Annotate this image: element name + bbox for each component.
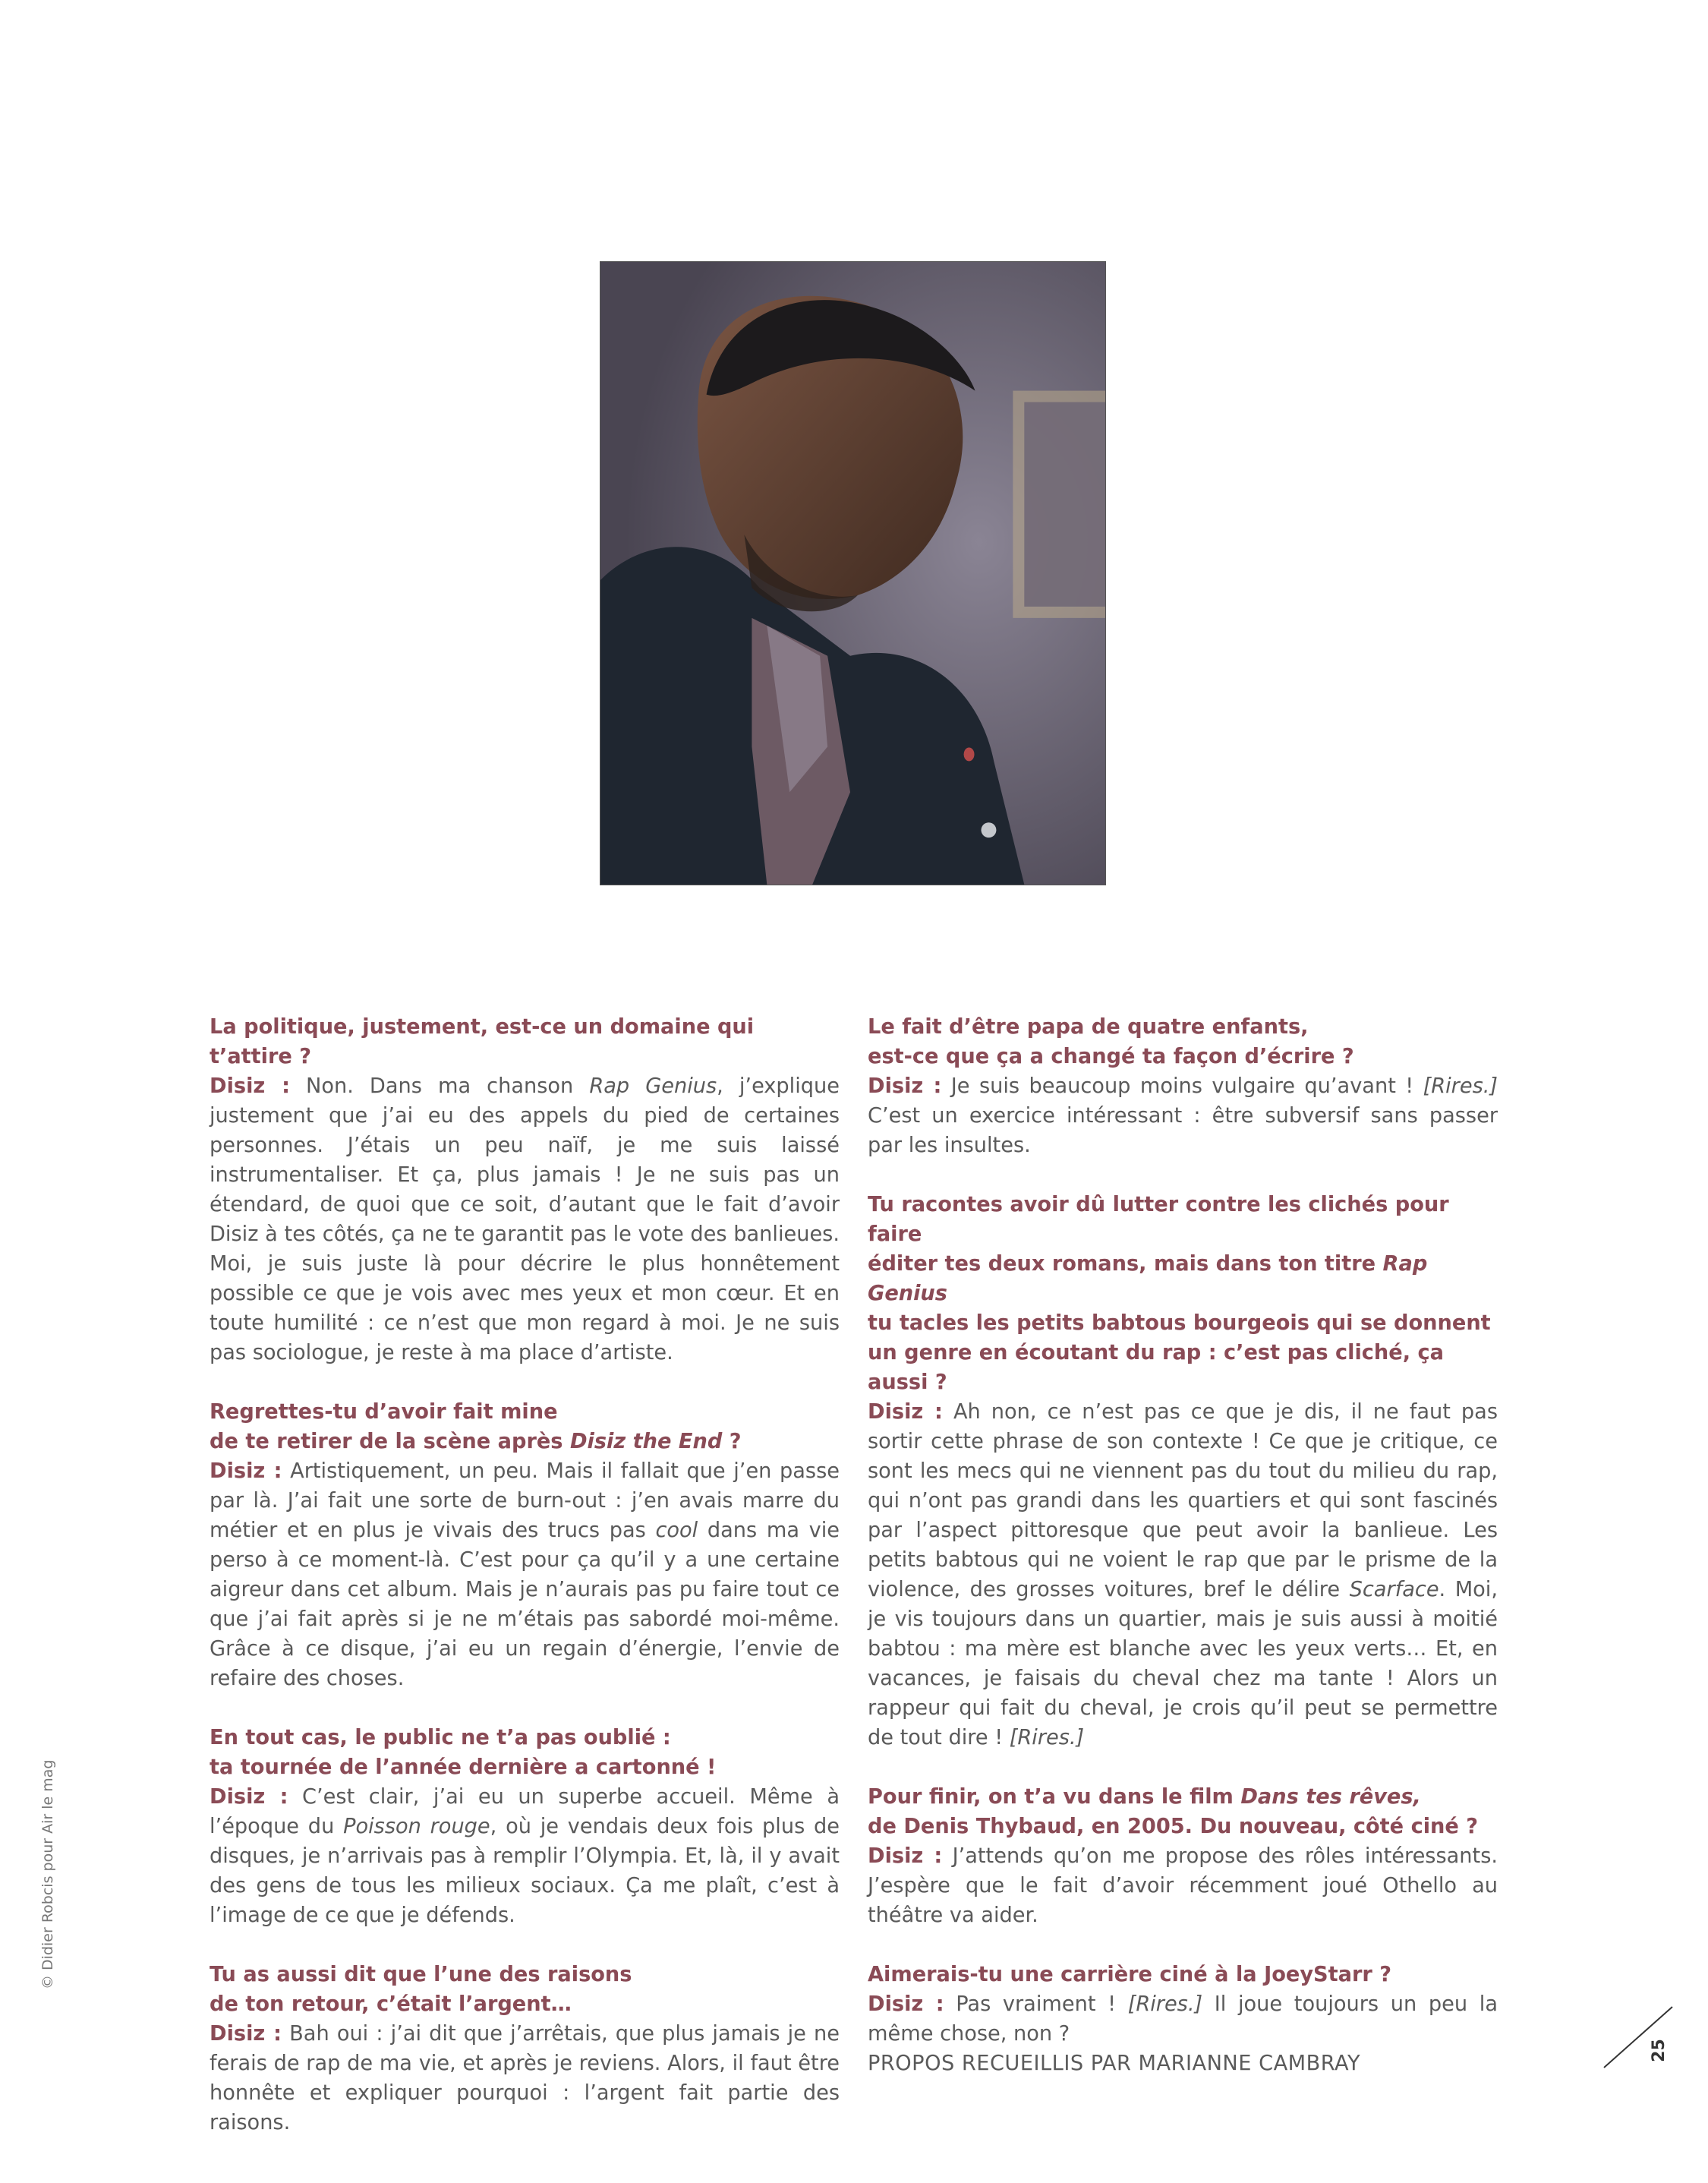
qa-block bbox=[210, 1012, 840, 1368]
qa-block bbox=[210, 1397, 840, 1693]
question: Tu racontes avoir dû lutter contre les clichés pour faire éditer tes deux romans, mais dans ton titre Rap Genius tu tacles les petits babtous bourgeois qui se donnent un genre en écoutant du rap : c’est pas cliché, ça aussi ? bbox=[868, 1193, 1491, 1394]
speaker-label: Disiz : bbox=[210, 2022, 282, 2046]
speaker-label: Disiz : bbox=[210, 1459, 282, 1483]
photo-credit: © Didier Robcis pour Air le mag bbox=[39, 1759, 56, 1989]
answer: Disiz : Artistiquement, un peu. Mais il fallait que j’en passe par là. J’ai fait une sorte de burn-out : j’en avais marre du métier et en plus je vivais des trucs pas cool dans ma vie perso à ce moment-là. C’est pour ça qu’il y a une certaine aigreur dans cet album. Mais je n’aurais pas pu faire tout ce que j’ai fait après si je ne m’étais pas sabordé moi-même. Grâce à ce disque, j’ai eu un regain d’énergie, l’envie de refaire des choses. bbox=[210, 1459, 840, 1690]
speaker-label: Disiz : bbox=[868, 1400, 943, 1424]
qa-block bbox=[868, 1190, 1498, 1752]
question: Regrettes-tu d’avoir fait mine de te retirer de la scène après Disiz the End ? bbox=[210, 1400, 742, 1453]
speaker-label: Disiz : bbox=[868, 1074, 942, 1098]
answer: Disiz : Pas vraiment ! [Rires.] Il joue toujours un peu la même chose, non ? bbox=[868, 1992, 1498, 2046]
qa-block bbox=[210, 1960, 840, 2137]
answer: Disiz : Je suis beaucoup moins vulgaire qu’avant ! [Rires.] C’est un exercice intéressant : être subversif sans passer par les insultes. bbox=[868, 1074, 1498, 1157]
qa-block bbox=[868, 1012, 1498, 1160]
question: Aimerais-tu une carrière ciné à la JoeyStarr ? bbox=[868, 1963, 1392, 1986]
interview-column-right bbox=[868, 1012, 1498, 2108]
page-number: 25 bbox=[1649, 2039, 1669, 2062]
question: Le fait d’être papa de quatre enfants, est-ce que ça a changé ta façon d’écrire ? bbox=[868, 1015, 1354, 1068]
question: Tu as aussi dit que l’une des raisons de ton retour, c’était l’argent… bbox=[210, 1963, 632, 2016]
question: La politique, justement, est-ce un domaine qui t’attire ? bbox=[210, 1015, 755, 1068]
speaker-label: Disiz : bbox=[210, 1074, 290, 1098]
portrait-illustration bbox=[600, 262, 1105, 885]
speaker-label: Disiz : bbox=[868, 1844, 943, 1868]
question: Pour finir, on t’a vu dans le film Dans tes rêves, de Denis Thybaud, en 2005. Du nouveau, côté ciné ? bbox=[868, 1785, 1479, 1838]
answer: Disiz : C’est clair, j’ai eu un superbe accueil. Même à l’époque du Poisson rouge, où je vendais deux fois plus de disques, je n’arrivais pas à remplir l’Olympia. Et, là, il y avait des gens de tous les milieux sociaux. Ça me plaît, c’est à l’image de ce que je défends. bbox=[210, 1785, 840, 1927]
question: En tout cas, le public ne t’a pas oublié : ta tournée de l’année dernière a cartonné ! bbox=[210, 1726, 717, 1779]
portrait-photo bbox=[600, 261, 1106, 885]
speaker-label: Disiz : bbox=[868, 1992, 944, 2016]
speaker-label: Disiz : bbox=[210, 1785, 288, 1809]
qa-block bbox=[210, 1723, 840, 1930]
answer: Disiz : Ah non, ce n’est pas ce que je dis, il ne faut pas sortir cette phrase de son contexte ! Ce que je critique, ce sont les mecs qui ne viennent pas du tout du milieu du rap, qui n’ont pas grandi dans les quartiers et qui sont fascinés par l’aspect pittoresque que peut avoir la banlieue. Les petits babtous qui ne voient le rap que par le prisme de la violence, des grosses voitures, bref le délire Scarface. Moi, je vis toujours dans un quartier, mais je suis aussi à moitié babtou : ma mère est blanche avec les yeux verts… Et, en vacances, je faisais du cheval chez ma tante ! Alors un rappeur qui fait du cheval, je crois qu’il peut se permettre de tout dire ! [Rires.] bbox=[868, 1400, 1498, 1749]
qa-block bbox=[868, 1960, 1498, 2078]
answer: Disiz : J’attends qu’on me propose des rôles intéressants. J’espère que le fait d’avoir récemment joué Othello au théâtre va aider. bbox=[868, 1844, 1498, 1927]
interview-credit: PROPOS RECUEILLIS PAR MARIANNE CAMBRAY bbox=[868, 2052, 1361, 2075]
qa-block bbox=[868, 1782, 1498, 1930]
answer: Disiz : Non. Dans ma chanson Rap Genius, j’explique justement que j’ai eu des appels du pied de certaines personnes. J’étais un peu naïf, je me suis laissé instrumentaliser. Et ça, plus jamais ! Je ne suis pas un étendard, de quoi que ce soit, d’autant que le fait d’avoir Disiz à tes côtés, ça ne te garantit pas le vote des banlieues. Moi, je suis juste là pour décrire le plus honnêtement possible ce que je vois avec mes yeux et mon cœur. Et en toute humilité : ce n’est que mon regard à moi. Je ne suis pas sociologue, je reste à ma place d’artiste. bbox=[210, 1074, 840, 1364]
answer: Disiz : Bah oui : j’ai dit que j’arrêtais, que plus jamais je ne ferais de rap de ma vie, et après je reviens. Alors, il faut être honnête et expliquer pourquoi : l’argent fait partie des raisons. bbox=[210, 2022, 840, 2134]
interview-column-left bbox=[210, 1012, 840, 2167]
